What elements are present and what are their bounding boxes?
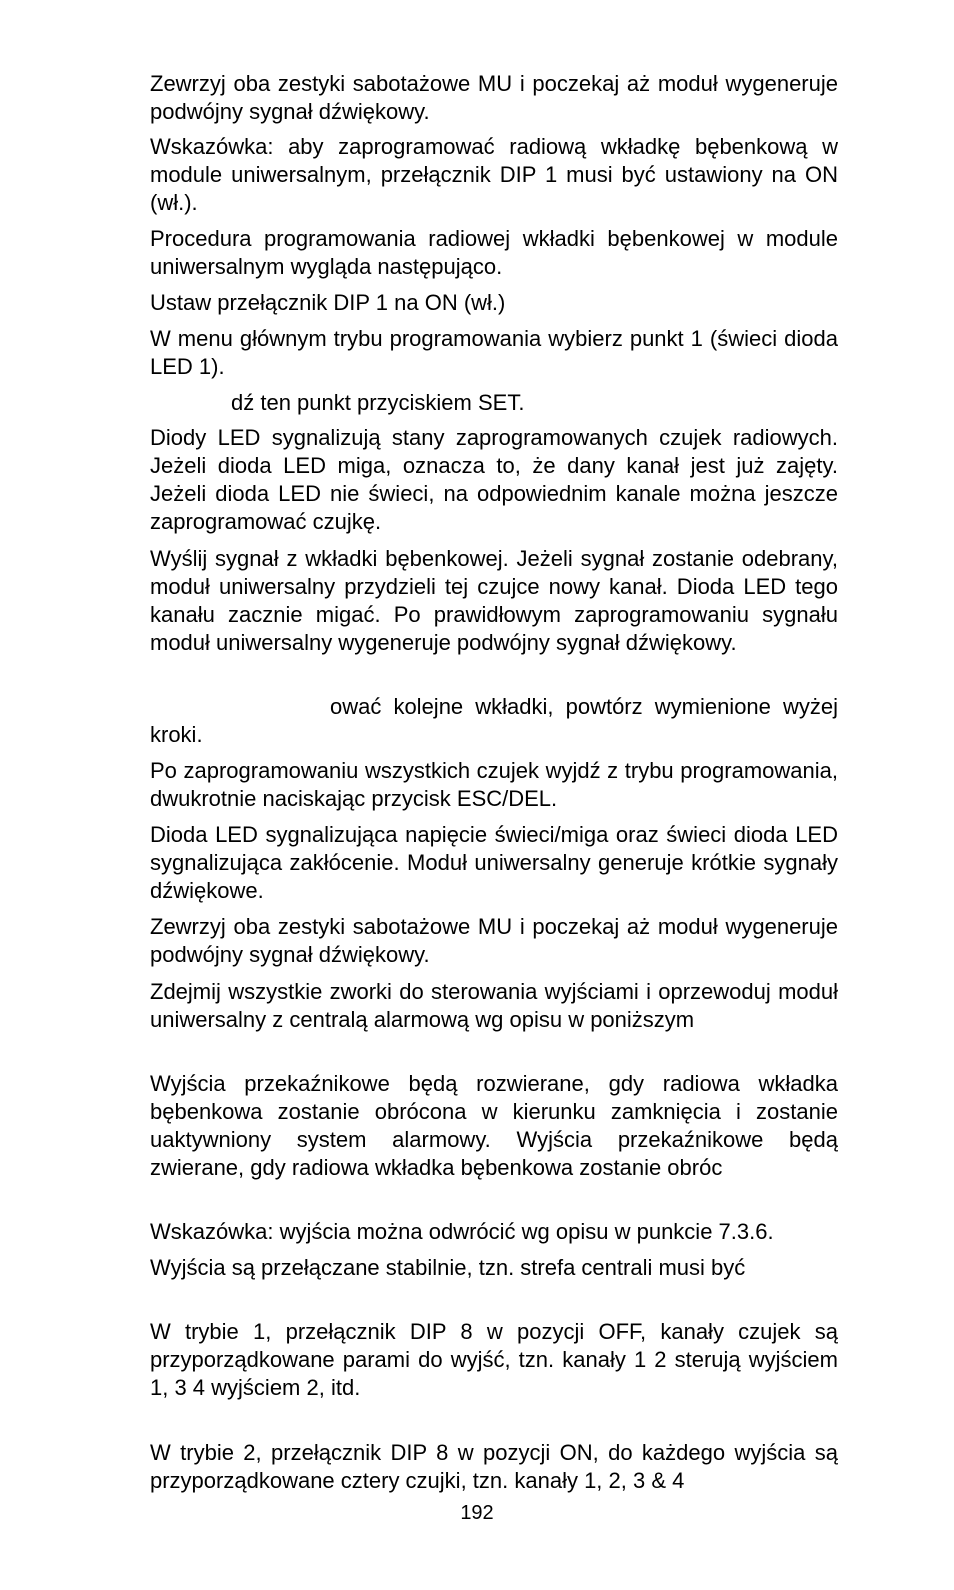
paragraph-next-cylinders: ować kolejne wkładki, powtórz wymienione wyżej kroki.	[150, 694, 838, 747]
paragraph-confirm-set: dź ten punkt przyciskiem SET.	[231, 390, 525, 415]
paragraph-procedure-intro: Procedura programowania radiowej wkładki bębenkowej w module uniwersalnym wygląda następująco.	[150, 226, 838, 279]
paragraph-send-signal: Wyślij sygnał z wkładki bębenkowej. Jeżeli sygnał zostanie odebrany, moduł uniwersalny przydzieli tej czujce nowy kanał. Dioda LED tego kanału zacznie migać. Po prawidłowym zaprogramowaniu sygnału moduł uniwersalny wygeneruje podwójny sygnał dźwiękowy.	[150, 546, 838, 655]
paragraph-remove-jumpers: Zdejmij wszystkie zworki do sterowania wyjściami i oprzewoduj moduł uniwersalny z centralą alarmową wg opisu w poniższym	[150, 979, 838, 1032]
paragraph-led-status: Diody LED sygnalizują stany zaprogramowanych czujek radiowych. Jeżeli dioda LED miga, oznacza to, że dany kanał jest już zajęty. Jeżeli dioda LED nie świeci, na odpowiednim kanale można jeszcze zaprogramować czujkę.	[150, 425, 838, 534]
paragraph-relay-outputs: Wyjścia przekaźnikowe będą rozwierane, gdy radiowa wkładka bębenkowa zostanie obrócona w kierunku zamknięcia i zostanie uaktywniony system alarmowy. Wyjścia przekaźnikowe będą zwierane, gdy radiowa wkładka bębenkowa zostanie obróc	[150, 1071, 838, 1180]
paragraph-stable-switching: Wyjścia są przełączane stabilnie, tzn. strefa centrali musi być	[150, 1255, 746, 1280]
paragraph-hint-invert-outputs: Wskazówka: wyjścia można odwrócić wg opisu w punkcie 7.3.6.	[150, 1219, 774, 1244]
paragraph-set-dip1: Ustaw przełącznik DIP 1 na ON (wł.)	[150, 290, 506, 315]
page-number: 192	[460, 1502, 494, 1524]
paragraph-exit-programming: Po zaprogramowaniu wszystkich czujek wyjdź z trybu programowania, dwukrotnie naciskając przycisk ESC/DEL.	[150, 758, 838, 811]
paragraph-mode-1: W trybie 1, przełącznik DIP 8 w pozycji OFF, kanały czujek są przyporządkowane parami do wyjść, tzn. kanały 1 2 sterują wyjściem 1, 3 4 wyjściem 2, itd.	[150, 1319, 838, 1400]
paragraph-hint-dip1: Wskazówka: aby zaprogramować radiową wkładkę bębenkową w module uniwersalnym, przełącznik DIP 1 musi być ustawiony na ON (wł.).	[150, 134, 838, 215]
paragraph-main-menu: W menu głównym trybu programowania wybierz punkt 1 (świeci dioda LED 1).	[150, 326, 838, 379]
paragraph-tamper-contacts-2: Zewrzyj oba zestyki sabotażowe MU i poczekaj aż moduł wygeneruje podwójny sygnał dźwiękowy.	[150, 914, 838, 967]
paragraph-mode-2: W trybie 2, przełącznik DIP 8 w pozycji ON, do każdego wyjścia są przyporządkowane cztery czujki, tzn. kanały 1, 2, 3 & 4	[150, 1440, 838, 1493]
paragraph-led-voltage: Dioda LED sygnalizująca napięcie świeci/miga oraz świeci dioda LED sygnalizująca zakłócenie. Moduł uniwersalny generuje krótkie sygnały dźwiękowe.	[150, 822, 838, 903]
paragraph-tamper-contacts-1: Zewrzyj oba zestyki sabotażowe MU i poczekaj aż moduł wygeneruje podwójny sygnał dźwiękowy.	[150, 71, 838, 124]
